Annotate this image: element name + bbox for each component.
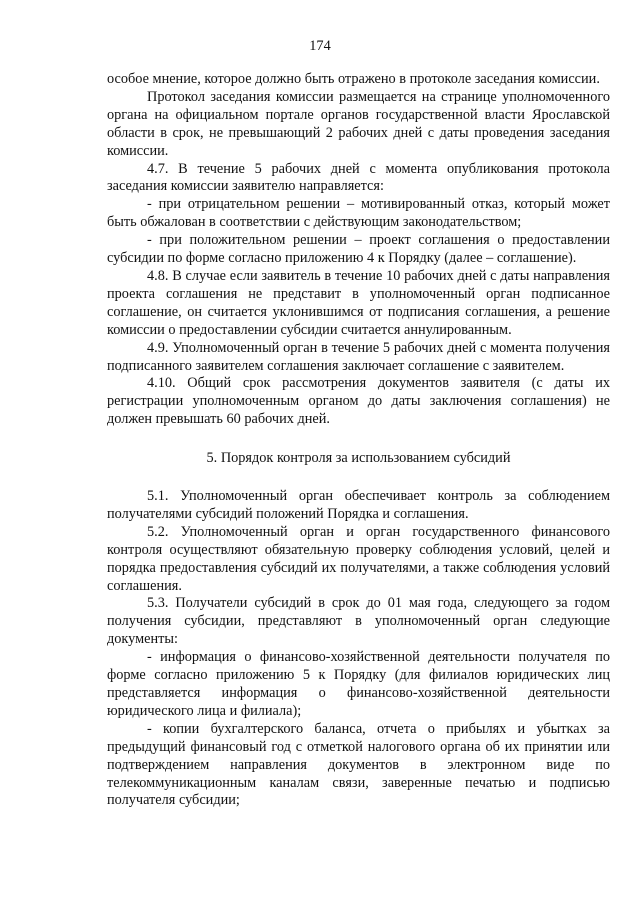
- page-number: 174: [309, 38, 331, 54]
- paragraph-4-7-positive: - при положительном решении – проект соглашения о предоставлении субсидии по форме согласно приложению 4 к Порядку (далее – соглашение).: [107, 232, 610, 267]
- paragraph-4-7-negative: - при отрицательном решении – мотивированный отказ, который может быть обжалован в соответствии с действующим законодательством;: [107, 196, 610, 231]
- paragraph-5-3-financial-info: - информация о финансово-хозяйственной деятельности получателя по форме согласно приложению 5 к Порядку (для филиалов юридических лиц представляется информация о финансово-хозяйственной деятельности юридического лица и филиала);: [107, 649, 610, 719]
- paragraph-4-10: 4.10. Общий срок рассмотрения документов заявителя (с даты их регистрации уполномоченным органом до даты заключения соглашения) не должен превышать 60 рабочих дней.: [107, 375, 610, 428]
- paragraph-protocol-publication: Протокол заседания комиссии размещается на странице уполномоченного органа на официальном портале органов государственной власти Ярославской области в срок, не превышающий 2 рабочих дней с даты проведения заседания комиссии.: [107, 88, 610, 159]
- paragraphs-after: [107, 488, 610, 810]
- paragraph-5-3-balance-copies: - копии бухгалтерского баланса, отчета о прибылях и убытках за предыдущий финансовый год с отметкой налогового органа об их принятии или подтверждением направления документов в электронном виде по телекоммуникационным каналам связи, заверенные печатью и подписью получателя субсидии;: [107, 720, 610, 809]
- paragraph-5-3: 5.3. Получатели субсидий в срок до 01 мая года, следующего за годом получения субсидии, представляют в уполномоченный орган следующие документы:: [107, 595, 610, 648]
- document-body: [107, 71, 610, 810]
- paragraph-4-8: 4.8. В случае если заявитель в течение 10 рабочих дней с даты направления проекта соглашения не представит в уполномоченный орган подписанное соглашение, он считается уклонившимся от подписания соглашения, а решение комиссии о предоставлении субсидии считается аннулированным.: [107, 267, 610, 338]
- paragraph-4-9: 4.9. Уполномоченный орган в течение 5 рабочих дней с момента получения подписанного заявителем соглашения заключает соглашение с заявителем.: [107, 339, 610, 374]
- paragraph-dissent-continuation: особое мнение, которое должно быть отражено в протоколе заседания комиссии.: [107, 71, 600, 87]
- paragraph-4-7: 4.7. В течение 5 рабочих дней с момента опубликования протокола заседания комиссии заявителю направляется:: [107, 160, 610, 195]
- section-heading: 5. Порядок контроля за использованием субсидий: [206, 450, 511, 467]
- paragraphs-before: [107, 71, 610, 429]
- paragraph-5-2: 5.2. Уполномоченный орган и орган государственного финансового контроля осуществляют обязательную проверку соблюдения условий, целей и порядка предоставления субсидий их получателями, а также соблюдения условий соглашения.: [107, 523, 610, 594]
- paragraph-5-1: 5.1. Уполномоченный орган обеспечивает контроль за соблюдением получателями субсидий положений Порядка и соглашения.: [107, 488, 610, 522]
